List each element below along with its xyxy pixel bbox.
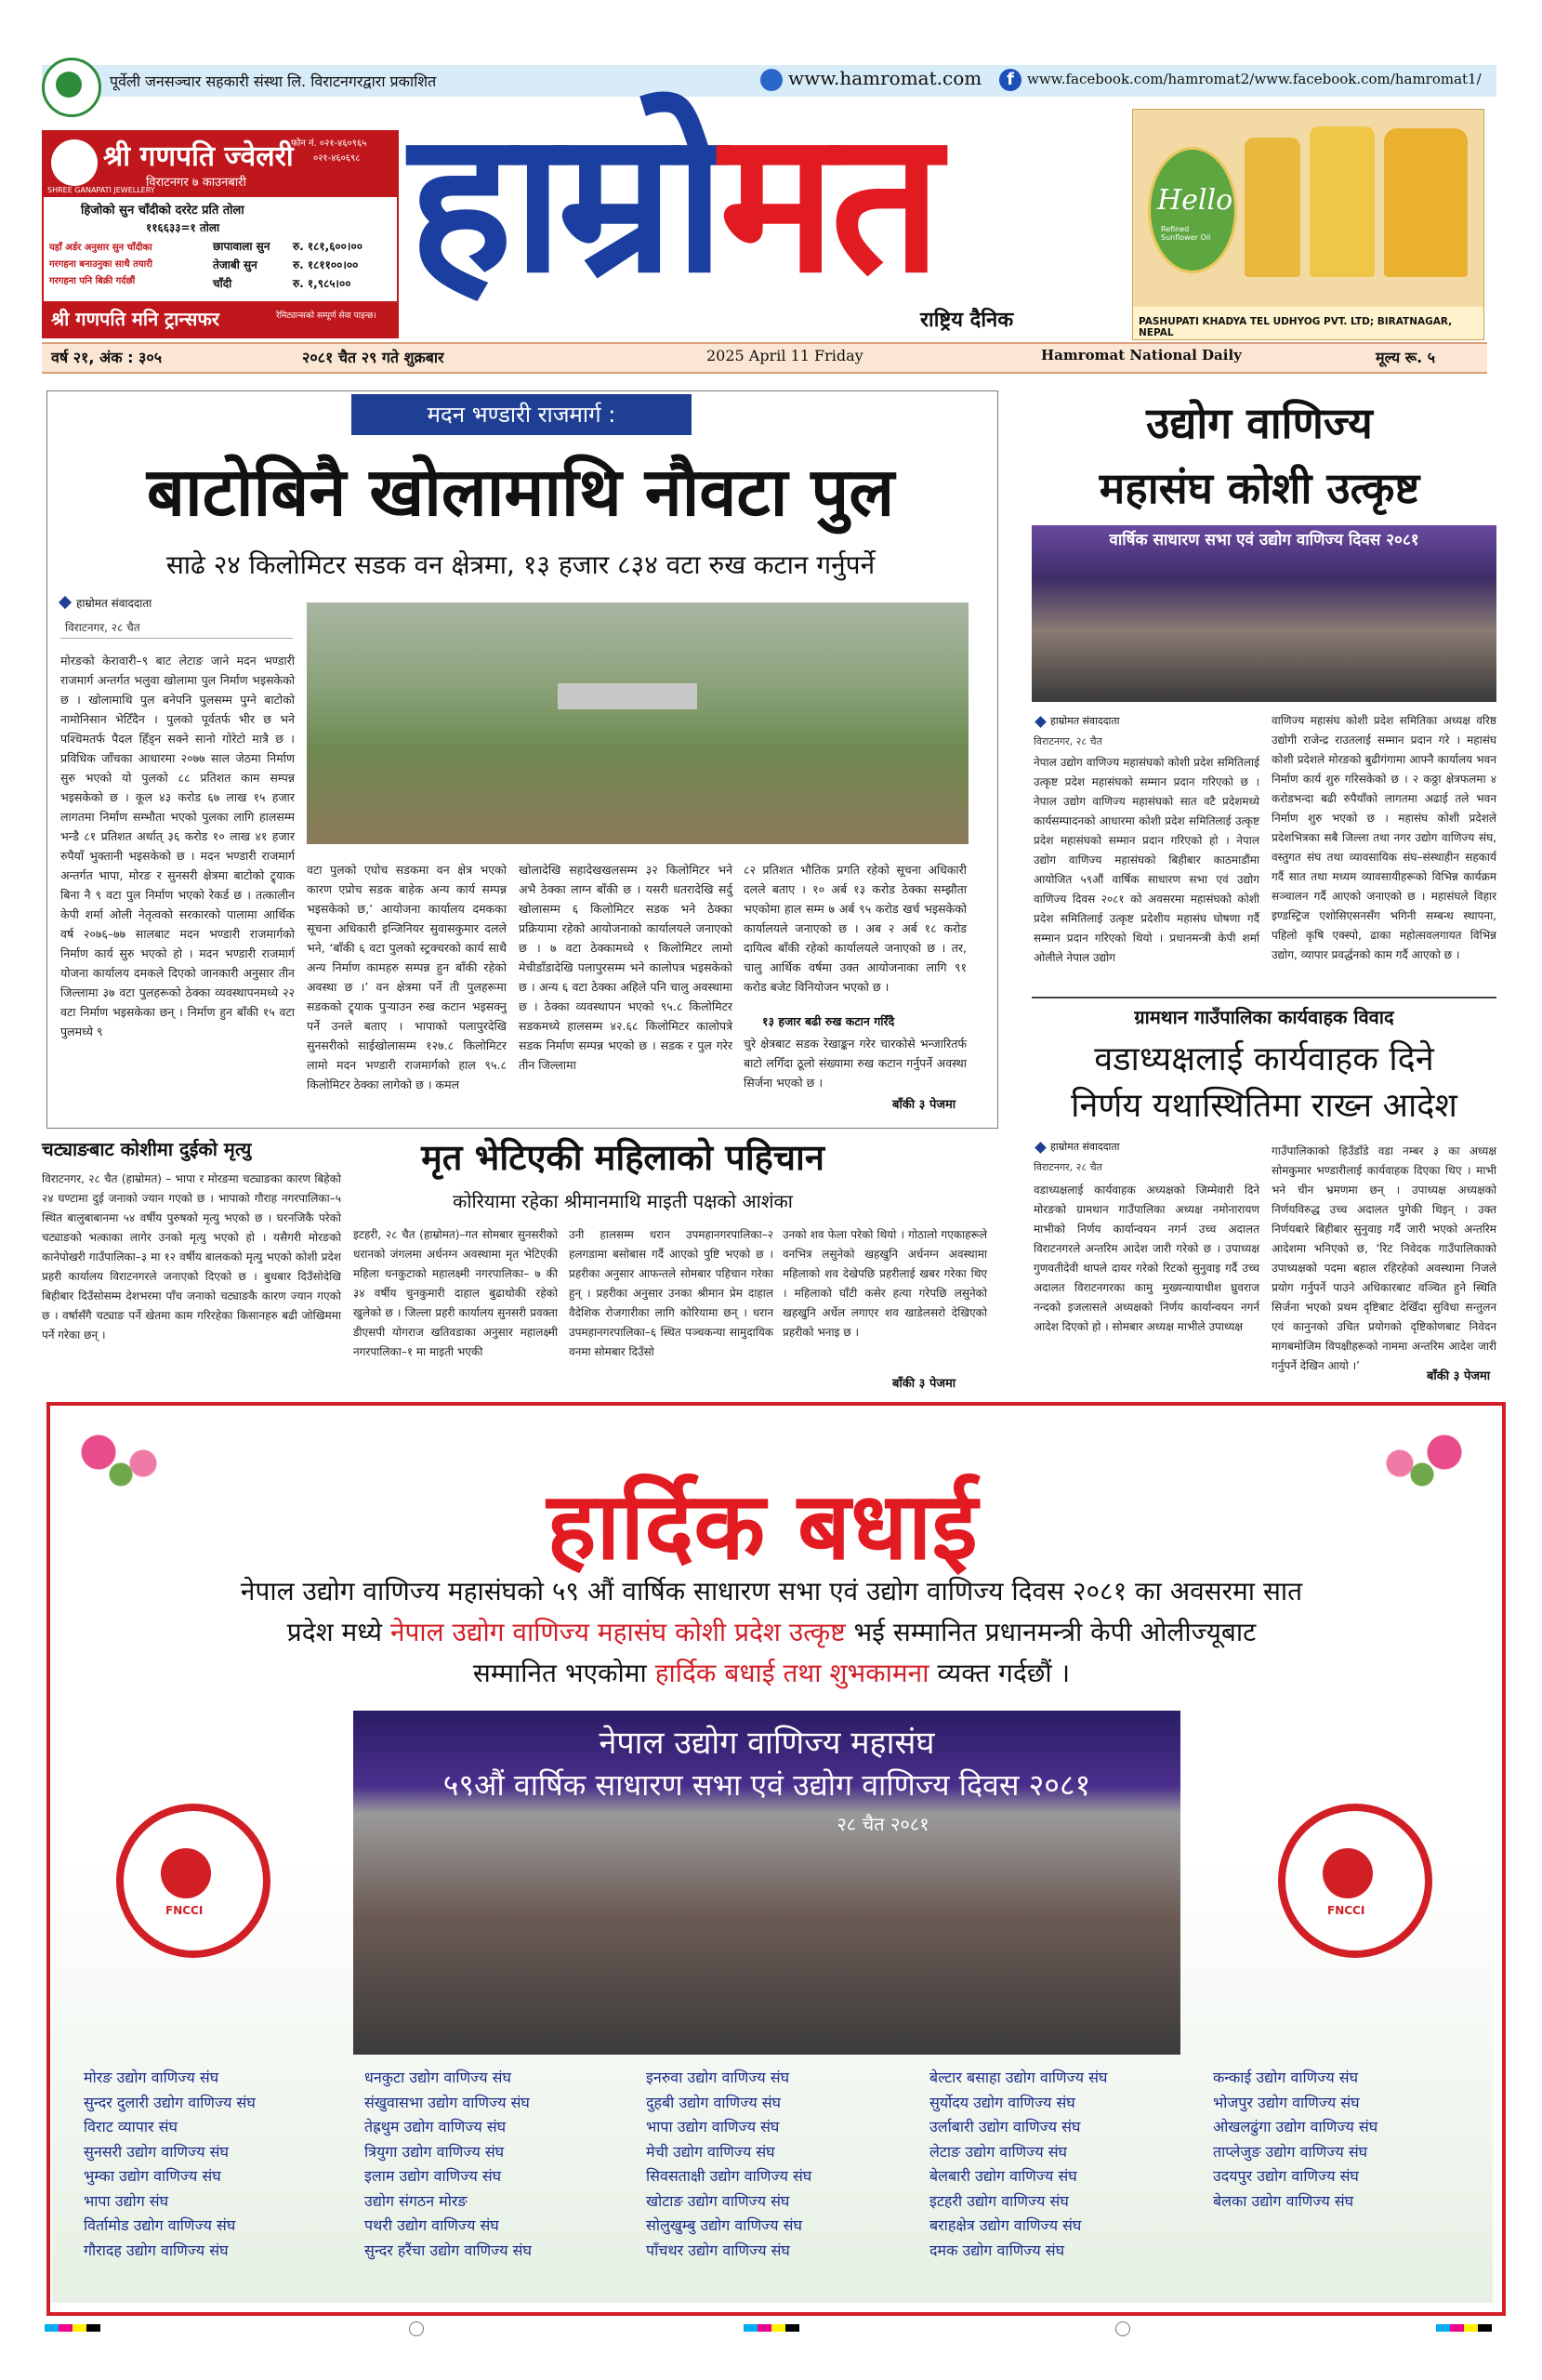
oil-bottle-icon: [1310, 126, 1375, 277]
mid-story-col-2: उनी हालसम्म धरान उपमहानगरपालिका–२ हलगडामा बसोबास गर्दै आएको पुष्टि भएको छ । प्रहरीका अनुसार आफन्तले सोमबार पहिचान गरेका हुन् । प्रहरीका अनुसार उनका श्रीमान प्रेम दाहाल वैदेशिक रोजगारीका लागि कोरियामा छन् । धरान उपमहानगरपालिका–६ स्थित पञ्चकन्या सामुदायिक वनमा सोमबार दिउँसो: [569, 1228, 773, 1358]
ganapati-jewellery-ad[interactable]: [42, 130, 399, 338]
org-name: मेची उद्योग वाणिज्य संघ: [646, 2142, 775, 2161]
facebook-icon: f: [999, 69, 1021, 91]
fncci-seal-icon: [116, 1804, 270, 1958]
ad-rate-row-label: तेजाबी सुन: [213, 258, 257, 271]
banner-line-2a: प्रदेश मध्ये: [286, 1617, 383, 1647]
banner-line-2: [74, 1612, 1469, 1653]
mid-story-more-link[interactable]: बाँकी ३ पेजमा: [892, 1377, 956, 1391]
org-name: इनरुवा उद्योग वाणिज्य संघ: [646, 2069, 790, 2086]
right-story2-headline-l1: वडाध्यक्षलाई कार्यवाहक दिने: [1094, 1040, 1434, 1078]
oil-jar-icon: [1384, 128, 1468, 277]
org-name: दुहबी उद्योग वाणिज्य संघ: [646, 2093, 781, 2111]
right-story-byline: हाम्रोमत संवाददाता: [1050, 715, 1120, 727]
main-story-col-3: खोलादेखि सहादेखखलसम्म ३२ किलोमिटर भने अभै ठेक्का लाग्न बाँकी छ । यसरी धतरादेखि सर्दु खोलासम्म ६ किलोमिटर सडक भने ठेक्का प्रक्रियामा रहेको आयोजनाको कार्यालयले जनाएको छ । ७ वटा ठेक्कामध्ये १ किलोमिटर लामो मेचीडाँडादेखि पलापुरसम्म भने कालोपत्र भइसकेको छ । अन्य ६ वटा ठेक्का अहिले पनि चालु अवस्थामा छ । ठेक्का व्यवस्थापन भएको ९५.८ किलोमिटर सडकमध्ये हालसम्म ४२.६८ किलोमिटर कालोपत्रे सडक निर्माण सम्पन्न भएको छ । सडक र पुल गरेर तीन जिल्लामा: [519, 863, 732, 1072]
ad-phone-1: फोन नं. ०२१-४६०९६५: [291, 139, 367, 149]
org-name: भुम्का उद्योग वाणिज्य संघ: [84, 2167, 221, 2185]
hello-oil-ad[interactable]: [1132, 109, 1484, 340]
banner-photo-line-2: ५९औं वार्षिक साधारण सभा एवं उद्योग वाणिज्य दिवस २०८१: [442, 1767, 1091, 1803]
banner-line-3b: हार्दिक बधाई तथा शुभकामना: [654, 1658, 929, 1688]
main-story-col-2: वटा पुलको एघोच सडकमा वन क्षेत्र भएको कारण एप्रोच सडक बाहेक अन्य कार्य सम्पन्न भइसकेको छ,’ आयोजना कार्यालय दमकका सूचना अधिकारी इन्जिनियर सुवासकुमार दलले भने, ‘बाँकी ६ वटा पुलको स्ट्रक्चरको कार्य साथै अन्य निर्माण कामहरु सम्पन्न हुन बाँकी रहेको अवस्था छ ।’ वन क्षेत्रमा पर्ने ती पुलहरूमा सडकको ट्र्याक पुऱ्याउन रुख कटान भइसक्नु पर्ने उनले बताए । भापाको पलापुरदेखि सुनसरीको साईखोलासम्म १२७.८ किलोमिटर लामो मदन भण्डारी राजमार्गको हाल ९५.८ किलोमिटर ठेक्का लागेको छ । कमल: [307, 863, 507, 1091]
color-bar: [45, 2324, 100, 2332]
org-name: गौरादह उद्योग वाणिज्य संघ: [84, 2241, 229, 2259]
main-story-col-1: मोरङको केरावारी–९ बाट लेटाङ जाने मदन भण्डारी राजमार्ग अन्तर्गत भलुवा खोलामा पुल निर्माण भइसकेको छ । खोलामाथि पुल बनेपनि पुलसम्म पुग्ने बाटोको नामोनिसान भेटिँदैन । पुलको पूर्वतर्फ भीर छ भने पश्चिमतर्फ पैदल हिँड्न सक्ने सानो गोरेटो मात्रै छ । प्रविधिक जाँचका आधारमा २०७७ साल जेठमा निर्माण सुरु भएको यो पुलको ८८ प्रतिशत काम सम्पन्न भइसकेको छ । कूल ४३ करोड ६७ लाख १५ हजार लागतमा निर्माण सम्भौता भएको पुलका लागि हालसम्म भन्डै ८१ प्रतिशत अर्थात् ३६ करोड १० लाख ४१ हजार रुपैयाँ भुक्तानी भइसकेको छ । मदन भण्डारी राजमार्ग अन्तर्गत भापा, मोरङ र सुनसरी क्षेत्रमा बाटोको ट्र्याक बिना नै ९ वटा पुल निर्माण भएको रेकर्ड छ । तत्कालीन केपी शर्मा ओली नेतृत्वको सरकारको पालामा आर्थिक वर्ष २०७६–७७ सालबाट मदन भण्डारी राजमार्गको निर्माण कार्य सुरु भएको हो । मदन भण्डारी राजमार्ग योजना कार्यालय दमकले दिएको जानकारी अनुसार तीन जिल्लामा ३७ वटा पुलहरूको ठेक्का व्यवस्थापनमध्ये २२ वटा निर्माण भइसकेका छन् । निर्माण हुन बाँकी १५ वटा पुलमध्ये ९: [60, 654, 295, 1038]
flower-icon: [1366, 1422, 1478, 1497]
main-story-more-link[interactable]: बाँकी ३ पेजमा: [892, 1098, 956, 1112]
org-name: कन्काई उद्योग वाणिज्य संघ: [1213, 2069, 1359, 2086]
ad-rate-row-value: रु. १८१,६००।००: [293, 240, 362, 253]
fncci-seal-label: FNCCI: [165, 1904, 204, 1917]
main-story-headline[interactable]: बाटोबिनै खोलामाथि नौवटा पुल: [146, 453, 895, 531]
ad-company: PASHUPATI KHADYA TEL UDHYOG PVT. LTD; BIRATNAGAR, NEPAL: [1139, 316, 1453, 338]
divider: [60, 638, 293, 639]
banner-line-2c: भई सम्मानित प्रधानमन्त्री केपी ओलीज्यूबाट: [853, 1617, 1257, 1647]
right-story2-more-link[interactable]: बाँकी ३ पेजमा: [1427, 1369, 1491, 1383]
ad-offer-3: गरगहना पनि बिक्री गर्दछौं: [49, 276, 136, 286]
ad-offer-2: गरगहना बनाउनुका साथै तयारी: [49, 259, 152, 270]
org-name: बेलका उद्योग वाणिज्य संघ: [1213, 2191, 1354, 2210]
byline-diamond-icon: [1035, 1142, 1047, 1154]
masthead-title: [409, 88, 937, 316]
award-photo: [1032, 525, 1496, 702]
main-story-col-4: ८२ प्रतिशत भौतिक प्रगति रहेको सूचना अधिकारी दलले बताए । १० अर्ब १३ करोड ठेक्का सम्झौता भएकोमा हाल सम्म ७ अर्ब ९५ करोड खर्च भइसकेको कार्यालयले जनाएको छ । अब २ अर्ब १८ करोड दायित्व बाँकी रहेको कार्यालयले जनाएको छ । तर, चालु आर्थिक वर्षमा उक्त आयोजनाका लागि ९१ करोड बजेट विनियोजन भएको छ ।: [744, 863, 967, 994]
right-story-headline-l1: उद्योग वाणिज्य: [1146, 398, 1373, 448]
ad-shop-name: श्री गणपति ज्वेलरी: [103, 140, 294, 173]
org-name: त्रियुगा उद्योग वाणिज्य संघ: [364, 2142, 505, 2161]
org-name: पाँचथर उद्योग वाणिज्य संघ: [646, 2241, 790, 2259]
main-story-kicker: मदन भण्डारी राजमार्ग :: [351, 394, 692, 435]
org-name: इलाम उद्योग वाणिज्य संघ: [364, 2167, 502, 2185]
org-name: सुनसरी उद्योग वाणिज्य संघ: [84, 2142, 229, 2161]
ad-shop-small: SHREE GANAPATI JEWELLERY: [47, 186, 155, 194]
issue-volume: वर्ष २१, अंक : ३०५: [51, 349, 163, 366]
mid-story-headline[interactable]: मृत भेटिएकी महिलाको पहिचान: [421, 1137, 824, 1178]
org-name: तेह्रथुम उद्योग वाणिज्य संघ: [364, 2118, 507, 2135]
color-bar: [1436, 2324, 1492, 2332]
ad-brand: Hello: [1157, 184, 1233, 217]
org-column-1: [84, 2066, 353, 2263]
main-story-subheading: १३ हजार बढी रुख कटान गरिँदै: [762, 1014, 895, 1028]
org-name: बेलबारी उद्योग वाणिज्य संघ: [929, 2167, 1077, 2185]
org-name: विराट व्यापार संघ: [84, 2118, 178, 2135]
right-story-col-2: वाणिज्य महासंघ कोशी प्रदेश समितिका अध्यक्ष वरिष्ठ उद्योगी राजेन्द्र राउतलाई सम्मान प्रदान गरे । महासंघ कोशी प्रदेशले मोरङको बुढीगंगामा आफ्नै कार्यालय भवन निर्माण कार्य शुरु गरिसकेको छ । २ कठ्ठा क्षेत्रफलमा ४ करोडभन्दा बढी रुपैयाँको लागतमा अढाई तले भवन निर्माण शुरु भएको छ । महासंघ कोशी प्रदेशले प्रदेशभित्रका सबै जिल्ला तथा नगर उद्योग वाणिज्य संघ, वस्तुगत संघ तथा व्यावसायिक संघ–संस्थाहीन सहकार्य गर्दै सात तथा मध्यम व्यावसायीहरूको विभिन्न कार्यक्रम सञ्चालन गर्दै आएको जनाएको छ । महासंघले विहार इण्डस्ट्रिज एशोसिएसनसँग भगिनी सम्बन्ध स्थापना, पहिलो कृषि एक्स्पो, ढाका महोत्सवलगायत विभिन्न उद्योग, व्यापार प्रवर्द्धनको काम गर्दै आएको छ ।: [1272, 714, 1496, 961]
org-column-5: [1213, 2066, 1483, 2214]
main-story-col-4b: चुरे क्षेत्रबाट सडक रेखाङ्कन गरेर चारकोसे भन्जारितर्फ बाटो लगिँदा ठूलो संख्यामा रुख कटान गर्नुपर्ने अवस्था सिर्जना भएको छ ।: [744, 1037, 967, 1090]
masthead-title-red: मत: [718, 88, 937, 316]
org-name: सिवसताक्षी उद्योग वाणिज्य संघ: [646, 2167, 812, 2185]
banner-line-3c: व्यक्त गर्दछौं ।: [937, 1658, 1071, 1688]
cooperative-logo-icon: [42, 58, 101, 117]
right-story2-headline[interactable]: [1032, 1037, 1496, 1130]
org-name: उदयपुर उद्योग वाणिज्य संघ: [1213, 2167, 1359, 2185]
org-name: पथरी उद्योग वाणिज्य संघ: [364, 2216, 499, 2234]
publisher-text: पूर्वेली जनसञ्चार सहकारी संस्था लि. विराटनगरद्वारा प्रकाशित: [110, 73, 437, 90]
facebook-link[interactable]: www.facebook.com/hamromat2/www.facebook.com/hamromat1/: [1027, 71, 1482, 87]
right-story-headline-l2: महासंघ कोशी उत्कृष्ट: [1099, 463, 1420, 513]
org-name: बेल्टार बसाहा उद्योग वाणिज्य संघ: [929, 2069, 1108, 2086]
right-story-col-1: नेपाल उद्योग वाणिज्य महासंघको कोशी प्रदेश समितिलाई उत्कृष्ट प्रदेश महासंघको सम्मान प्रदान गरिएको छ । नेपाल उद्योग वाणिज्य महासंघको सात वटै प्रदेशमध्ये कार्यसम्पादनको आधारमा कोशी प्रदेश समितिलाई उत्कृष्ट प्रदेश महासंघको सम्मान प्रदान गरिएको हो । नेपाल उद्योग वाणिज्य महासंघको बिहीबार काठमाडौंमा आयोजित ५९औं वार्षिक साधारण सभा एवं उद्योग वाणिज्य दिवस २०८१ को अवसरमा महासंघको कोशी प्रदेश समितिलाई उत्कृष्ट प्रदेशीय महासंघ घोषणा गर्दै सम्मान प्रदान गरिएको थियो । प्रधानमन्त्री केपी शर्मा ओलीले नेपाल उद्योग: [1034, 756, 1259, 964]
org-name: खोटाङ उद्योग वाणिज्य संघ: [646, 2191, 790, 2210]
masthead-title-blue: हाम्रो: [409, 88, 719, 316]
issue-date-en: 2025 April 11 Friday: [706, 347, 863, 364]
masthead-subtitle: राष्ट्रिय दैनिक: [920, 309, 1014, 332]
divider: [1032, 997, 1496, 998]
main-story-subhead: साढे २४ किलोमिटर सडक वन क्षेत्रमा, १३ हजार ८३४ वटा रुख कटान गर्नुपर्ने: [165, 549, 876, 580]
mid-story-subhead: कोरियामा रहेका श्रीमानमाथि माइती पक्षको आशंका: [453, 1190, 793, 1212]
ad-rate-title: हिजोको सुन चाँदीको दररेट प्रति तोला: [81, 204, 244, 218]
bridge-photo: [307, 602, 969, 844]
ad-rate-row-value: रु. १,९८५।००: [293, 277, 351, 290]
org-name: धनकुटा उद्योग वाणिज्य संघ: [364, 2069, 511, 2086]
banner-line-3: [74, 1653, 1469, 1694]
paper-name-en: Hamromat National Daily: [1041, 347, 1242, 364]
ad-rate-unit: ११६६३३=१ तोला: [146, 221, 220, 234]
org-name: सोलुखुम्बु उद्योग वाणिज्य संघ: [646, 2216, 802, 2234]
right-story2-kicker: ग्रामथान गाउँपालिका कार्यवाहक विवाद: [1134, 1006, 1394, 1028]
ad-offer-1: यहाँ अर्डर अनुसार सुन चाँदीका: [49, 243, 152, 253]
banner-photo-line-1: नेपाल उद्योग वाणिज्य महासंघ: [599, 1725, 935, 1762]
main-story-dateline: विराटनगर, २८ चैत: [65, 621, 140, 634]
org-name: संखुवासभा उद्योग वाणिज्य संघ: [364, 2093, 530, 2111]
banner-line-3a: सम्मानित भएकोमा: [472, 1658, 647, 1688]
ad-footer-text: श्री गणपति मनि ट्रान्सफर: [51, 308, 219, 330]
org-name: सुन्दर दुलारी उद्योग वाणिज्य संघ: [84, 2093, 256, 2111]
banner-line-2b: नेपाल उद्योग वाणिज्य महासंघ कोशी प्रदेश उत्कृष्ट: [389, 1617, 846, 1647]
flower-icon: [65, 1422, 177, 1497]
right-story-dateline: विराटनगर, २८ चैत: [1034, 735, 1102, 747]
award-photo-caption: वार्षिक साधारण सभा एवं उद्योग वाणिज्य दिवस २०८१: [1109, 531, 1419, 549]
org-column-2: [364, 2066, 634, 2263]
issue-price: मूल्य रू. ५: [1376, 349, 1436, 366]
mid-story-col-1: इटहरी, २८ चैत (हाम्रोमत)–गत सोमबार सुनसरीको धरानको जंगलमा अर्धनग्न अवस्थामा मृत भेटिएकी महिला धनकुटाको महालक्ष्मी नगरपालिका– ७ की ३४ वर्षीय चुनकुमारी दाहाल बुढाथोकी रहेको खुलेको छ । जिल्ला प्रहरी कार्यालय सुनसरी प्रवक्ता डीएसपी योगराज खतिवडाका अनुसार महालक्ष्मी नगरपालिका–१ मा माइती भएकी: [353, 1228, 558, 1358]
main-story-byline: हाम्रोमत संवाददाता: [76, 597, 152, 610]
oil-bottle-icon: [1245, 138, 1300, 277]
website-link[interactable]: www.hamromat.com: [788, 67, 982, 89]
banner-line-1: नेपाल उद्योग वाणिज्य महासंघको ५९ औं वार्षिक साधारण सभा एवं उद्योग वाणिज्य दिवस २०८१ का अवसरमा सात: [240, 1576, 1303, 1606]
color-bar: [744, 2324, 799, 2332]
org-name: उर्लाबारी उद्योग वाणिज्य संघ: [929, 2118, 1081, 2135]
org-name: मोरङ उद्योग वाणिज्य संघ: [84, 2069, 219, 2086]
org-name: उद्योग संगठन मोरङ: [364, 2191, 468, 2210]
right-story2-dateline: विराटनगर, २८ चैत: [1034, 1161, 1102, 1173]
org-name: भापा उद्योग संघ: [84, 2191, 169, 2210]
org-name: सुन्दर हरैंचा उद्योग वाणिज्य संघ: [364, 2241, 532, 2259]
lightning-story-body: विराटनगर, २८ चैत (हाम्रोमत) – भापा र मोरङमा चट्याङका कारण बिहेको २४ घण्टामा दुई जनाको ज्यान गएको छ । भापाको गौराह नगरपालिका–५ स्थित बालुबाबानमा ५४ वर्षीय पुरुषको मृत्यु भएको छ । घरनजिकै परेको चट्याङको भत्काका लागेर उनको मृत्यु भएको हो । यसैगरी मोरङको कानेपोखरी गाउँपालिका–३ मा १२ वर्षीय बालकको मृत्यु भएको कोशी प्रदेश प्रहरी कार्यालय विराटनगरले जनाएको दिएको छ । बुधबार दिउँसोदेखि बिहीबार दिउँसोसम्म देशभरमा पाँच जनाको चट्याङकै कारण ज्यान गएको छ । वर्षासँगै चट्याङ पर्ने खेतमा काम गरिरहेका किसानहरु बढी जोखिममा पर्ने गरेका छन् ।: [42, 1172, 341, 1342]
org-name: लेटाङ उद्योग वाणिज्य संघ: [929, 2142, 1067, 2161]
ad-rate-row-label: छापावाला सुन: [213, 240, 270, 253]
org-name: इटहरी उद्योग वाणिज्य संघ: [929, 2191, 1069, 2210]
right-story2-col-2: गाउँपालिकाको हिउँडाँडे वडा नम्बर ३ का अध्यक्ष सोमकुमार भण्डारीलाई कार्यवाहक दिएका थिए । माभी भने चीन भ्रमणमा छन् । उपाध्यक्ष अध्यक्षको निर्णयविरुद्ध उच्च अदालत पुगेकी थिइन् । उक्त निर्णयबारे बिहीबार सुनुवाइ गर्दै जारी भएको अन्तरिम आदेशमा भनिएको छ, ‘रिट निवेदक गाउँपालिकाको उपाध्यक्षको पदमा बहाल रहिरहेको अवस्थामा निजले प्रयोग गर्नुपर्ने पाउने अधिकारबाट वञ्चित हुने स्थिति सिर्जना भएको प्रथम दृष्टिबाट देखिँदा सुविधा सन्तुलन एवं कानुनको उचित प्रयोगको दृष्टिकोणबाट निवेदन मागबमोजिम विपक्षीहरूको नाममा अन्तरिम आदेश जारी गर्नुपर्ने देखिन आयो ।’: [1272, 1144, 1496, 1372]
org-name: सुर्योदय उद्योग वाणिज्य संघ: [929, 2093, 1075, 2111]
ad-footer-note: रेमिट्यान्सको सम्पूर्ण सेवा पाइन्छ।: [276, 311, 376, 321]
lightning-story-headline[interactable]: चट्याङबाट कोशीमा दुईको मृत्यु: [42, 1138, 252, 1160]
mid-story-col-3: उनको शव फेला परेको थियो । गोठालो गएकाहरूले वनभित्र लसुनेको खहखुनि अर्धनग्न अवस्थामा महिलाको शव देखेपछि प्रहरीलाई खबर गरेका थिए । महिलाको घाँटी कसेर हत्या गरेपछि लसुनेको खहखुनि अर्धेल लगाएर शव खाडेलसरो देखिएको प्रहरीको भनाइ छ ।: [783, 1228, 987, 1339]
org-column-3: [646, 2066, 916, 2263]
org-name: भापा उद्योग वाणिज्य संघ: [646, 2118, 780, 2135]
ad-place: विराटनगर ७ काउनबारी: [146, 176, 246, 190]
org-name: बराहक्षेत्र उद्योग वाणिज्य संघ: [929, 2216, 1082, 2234]
right-story2-headline-l2: निर्णय यथास्थितिमा राख्न आदेश: [1071, 1087, 1457, 1125]
registration-mark-icon: [1115, 2321, 1130, 2336]
fncci-seal-label: FNCCI: [1327, 1904, 1365, 1917]
registration-mark-icon: [409, 2321, 424, 2336]
org-name: भोजपुर उद्योग वाणिज्य संघ: [1213, 2093, 1360, 2111]
right-story2-byline: हाम्रोमत संवाददाता: [1050, 1141, 1120, 1153]
bridge-shape: [558, 683, 697, 709]
right-story-headline[interactable]: [1022, 390, 1496, 521]
right-story2-col-1: वडाध्यक्षलाई कार्यवाहक अध्यक्षको जिम्मेवारी दिने मोरङको ग्रामथान गाउँपालिका अध्यक्ष नमोनारायण माभीको निर्णय कार्यान्वयन नगर्न उच्च अदालत विराटनगरले अन्तरिम आदेश जारी गरेको छ । उपाध्यक्ष गुणवतीदेवी थापले दायर गरेको रिटको सुनुवाइ गर्दै उच्च अदालत विराटनगरका कामु मुख्यन्यायाधीश घ्रुवराज नन्दको इजलासले अध्यक्षको निर्णय कार्यान्वयन नगर्न आदेश दिएको हो । सोमबार अध्यक्ष माभीले उपाध्यक्ष: [1034, 1183, 1259, 1333]
jewellery-logo-icon: [51, 139, 98, 186]
org-column-4: [929, 2066, 1199, 2263]
org-name: विर्तामोड उद्योग वाणिज्य संघ: [84, 2216, 236, 2234]
org-name: ओखलढुंगा उद्योग वाणिज्य संघ: [1213, 2118, 1378, 2135]
banner-photo-line-3: २८ चैत २०८१: [837, 1813, 929, 1835]
ad-tagline: Refined Sunflower Oil: [1161, 225, 1211, 242]
issue-date-np: २०८१ चैत २९ गते शुक्रबार: [302, 349, 444, 366]
org-name: दमक उद्योग वाणिज्य संघ: [929, 2241, 1065, 2259]
fncci-seal-icon: [1278, 1804, 1432, 1958]
byline-diamond-icon: [1035, 716, 1047, 728]
ad-rate-row-value: रु. १८११००।००: [293, 258, 359, 271]
org-name: ताप्लेजुङ उद्योग वाणिज्य संघ: [1213, 2142, 1368, 2161]
ad-rate-row-label: चाँदी: [213, 277, 232, 290]
ad-phone-2: ०२१-४६०६९८: [313, 153, 361, 164]
banner-title: हार्दिक बधाई: [547, 1472, 978, 1580]
